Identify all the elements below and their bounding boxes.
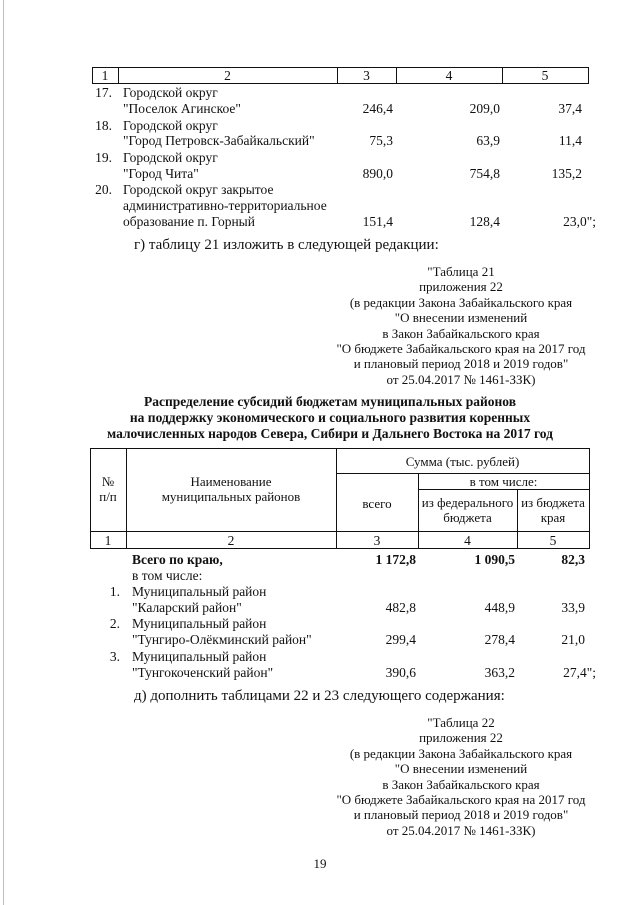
- header-num: №: [101, 474, 115, 489]
- value-cell: 21,0: [561, 632, 585, 647]
- header-name: Наименование: [190, 474, 272, 489]
- row-name: Городской округ: [123, 150, 218, 165]
- row-number: 20.: [95, 182, 112, 197]
- value-cell: 482,8: [385, 600, 416, 615]
- row-name: Муниципальный район: [132, 616, 267, 631]
- caption-line: (в редакции Закона Забайкальского края: [349, 746, 573, 761]
- row-number: 2.: [109, 616, 120, 631]
- value-cell: 27,4";: [563, 665, 596, 680]
- title-line: на поддержку экономического и социального развития коренных: [129, 410, 531, 425]
- header-federal: из федерального: [421, 495, 514, 510]
- caption-line: от 25.04.2017 № 1461-ЗЗК): [386, 823, 536, 838]
- col-number: 5: [541, 68, 549, 83]
- row-name: Муниципальный район: [132, 649, 267, 664]
- instruction-paragraph: г) таблицу 21 изложить в следующей редакции:: [134, 237, 439, 253]
- value-cell: 754,8: [469, 166, 500, 181]
- caption-line: "Таблица 22: [427, 715, 495, 730]
- value-cell: 209,0: [469, 101, 500, 116]
- header-federal: бюджета: [443, 510, 492, 525]
- header-sum: Сумма (тыс. рублей): [405, 454, 520, 469]
- value-cell: 37,4: [558, 101, 582, 116]
- title-line: малочисленных народов Севера, Сибири и Дальнего Востока на 2017 год: [107, 426, 553, 441]
- row-name: образование п. Горный: [123, 214, 255, 229]
- row-name: Городской округ: [123, 118, 218, 133]
- row-number: 3.: [109, 649, 120, 664]
- caption-line: (в редакции Закона Забайкальского края: [349, 295, 573, 310]
- row-name: Муниципальный район: [132, 584, 267, 599]
- row-name: "Поселок Агинское": [123, 101, 241, 116]
- header-regional: края: [540, 510, 566, 525]
- col-number: 1: [104, 533, 112, 548]
- caption-line: приложения 22: [419, 279, 503, 294]
- caption-line: приложения 22: [419, 730, 503, 745]
- value-cell: 246,4: [362, 101, 393, 116]
- value-cell: 278,4: [484, 632, 515, 647]
- header-regional: из бюджета: [521, 495, 585, 510]
- row-name: административно-территориальное: [123, 198, 327, 213]
- caption-line: в Закон Забайкальского края: [382, 777, 540, 792]
- col-number: 3: [363, 68, 370, 83]
- header-name: муниципальных районов: [161, 489, 301, 504]
- row-number: 19.: [95, 150, 112, 165]
- caption-line: "О бюджете Забайкальского края на 2017 год: [336, 792, 586, 807]
- value-cell: 11,4: [558, 133, 582, 148]
- value-cell: 63,9: [476, 133, 500, 148]
- value-cell: 75,3: [369, 133, 393, 148]
- row-name: "Город Петровск-Забайкальский": [123, 133, 315, 148]
- col-number: 3: [373, 533, 381, 548]
- header-incl: в том числе:: [469, 474, 538, 489]
- row-number: 1.: [109, 584, 120, 599]
- value-cell: 151,4: [362, 214, 393, 229]
- value-cell: 299,4: [385, 632, 416, 647]
- instruction-paragraph: д) дополнить таблицами 22 и 23 следующего содержания:: [134, 688, 505, 704]
- scan-edge: [3, 0, 4, 905]
- value-cell: 890,0: [362, 166, 393, 181]
- row-name: Городской округ закрытое: [123, 182, 274, 197]
- col-number: 4: [445, 68, 453, 83]
- caption-line: в Закон Забайкальского края: [382, 326, 540, 341]
- header-num: п/п: [99, 489, 117, 504]
- col-number: 4: [464, 533, 471, 548]
- page-number: 19: [313, 856, 327, 871]
- col-number: 5: [549, 533, 557, 548]
- value-cell: 33,9: [561, 600, 585, 615]
- caption-line: и плановый период 2018 и 2019 годов": [353, 807, 569, 822]
- value-cell: 363,2: [484, 665, 515, 680]
- col-number: 2: [227, 533, 235, 548]
- row-number: 18.: [95, 118, 112, 133]
- value-cell: 448,9: [484, 600, 515, 615]
- value-cell: 135,2: [551, 166, 582, 181]
- caption-line: "О внесении изменений: [394, 761, 528, 776]
- row-name: "Тунгиро-Олёкминский район": [132, 632, 312, 647]
- row-name: Городской округ: [123, 85, 218, 100]
- caption-line: от 25.04.2017 № 1461-ЗЗК): [386, 372, 536, 387]
- including-label: в том числе:: [132, 568, 203, 583]
- row-number: 17.: [95, 85, 112, 100]
- caption-line: "Таблица 21: [427, 264, 495, 279]
- row-name: "Каларский район": [132, 600, 242, 615]
- col-number: 2: [224, 68, 231, 83]
- value-cell: 82,3: [561, 552, 585, 567]
- value-cell: 128,4: [469, 214, 500, 229]
- value-cell: 1 172,8: [375, 552, 416, 567]
- col-number: 1: [101, 68, 109, 83]
- row-name: "Тунгокоченский район": [132, 665, 274, 680]
- header-total: всего: [362, 496, 392, 511]
- value-cell: 390,6: [385, 665, 416, 680]
- total-label: Всего по краю,: [132, 552, 223, 567]
- caption-line: "О бюджете Забайкальского края на 2017 год: [336, 341, 586, 356]
- row-name: "Город Чита": [123, 166, 199, 181]
- title-line: Распределение субсидий бюджетам муниципальных районов: [143, 394, 517, 409]
- value-cell: 23,0";: [563, 214, 596, 229]
- value-cell: 1 090,5: [474, 552, 515, 567]
- caption-line: "О внесении изменений: [394, 310, 528, 325]
- caption-line: и плановый период 2018 и 2019 годов": [353, 356, 569, 371]
